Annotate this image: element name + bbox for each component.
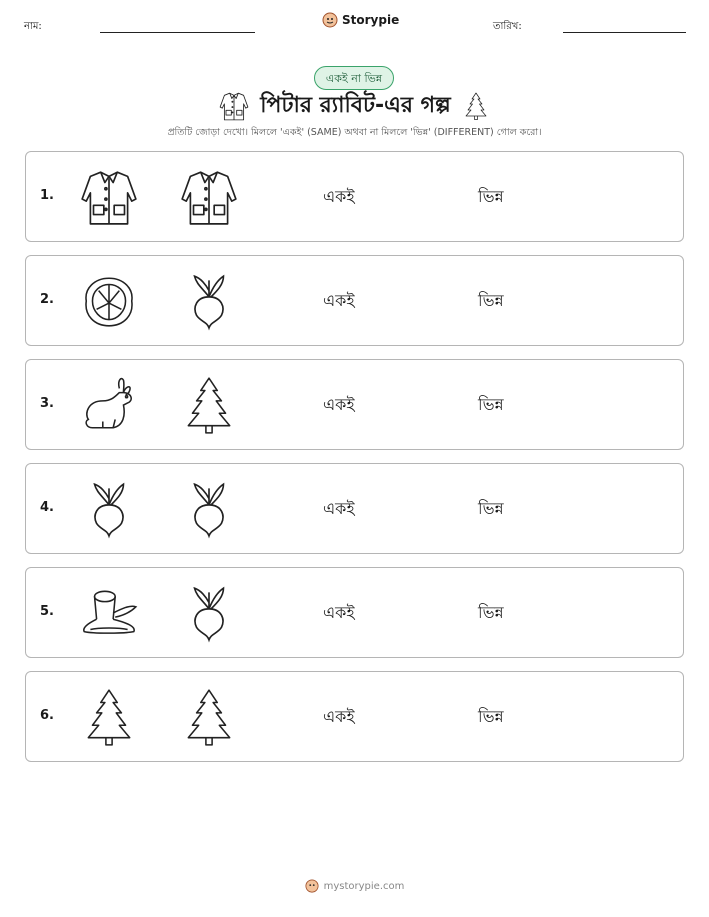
page-title: পিটার র‍্যাবিট-এর গল্প	[260, 92, 451, 118]
brand-logo	[322, 12, 399, 28]
row-number: 3.	[40, 396, 54, 411]
name-label: নাম:	[24, 21, 42, 32]
jacket-icon	[78, 166, 140, 228]
tree-stump-icon	[78, 582, 140, 644]
radish-icon	[78, 478, 140, 540]
radish-icon	[178, 270, 240, 332]
row-number: 1.	[40, 188, 54, 203]
cabbage-icon	[78, 270, 140, 332]
different-option[interactable]: ভিন্ন	[478, 603, 504, 622]
same-option[interactable]: একই	[323, 395, 355, 414]
row-number: 2.	[40, 292, 54, 307]
same-option[interactable]: একই	[323, 499, 355, 518]
same-option[interactable]: একই	[323, 187, 355, 206]
exercise-row	[25, 255, 684, 346]
same-option[interactable]: একই	[323, 707, 355, 726]
jacket-icon	[178, 166, 240, 228]
different-option[interactable]: ভিন্ন	[478, 291, 504, 310]
exercise-row	[25, 151, 684, 242]
date-field[interactable]	[563, 32, 686, 33]
brand-name: Storypie	[342, 13, 400, 27]
different-option[interactable]: ভিন্ন	[478, 499, 504, 518]
storypie-logo-icon	[305, 879, 319, 893]
fir-tree-icon	[178, 374, 240, 436]
radish-icon	[178, 478, 240, 540]
footer	[0, 879, 709, 893]
storypie-logo-icon	[322, 12, 338, 28]
exercise-row	[25, 463, 684, 554]
page-header	[0, 0, 709, 50]
exercise-row	[25, 671, 684, 762]
different-option[interactable]: ভিন্ন	[478, 707, 504, 726]
activity-badge: একই না ভিন্ন	[314, 66, 394, 90]
different-option[interactable]: ভিন্ন	[478, 395, 504, 414]
fir-tree-icon	[178, 686, 240, 748]
fir-tree-icon	[461, 91, 491, 121]
same-option[interactable]: একই	[323, 291, 355, 310]
exercise-row	[25, 567, 684, 658]
jacket-icon	[218, 90, 250, 122]
different-option[interactable]: ভিন্ন	[478, 187, 504, 206]
footer-url[interactable]: mystorypie.com	[323, 880, 405, 892]
row-number: 6.	[40, 708, 54, 723]
radish-icon	[178, 582, 240, 644]
name-field[interactable]	[100, 32, 255, 33]
title-row	[0, 88, 709, 124]
exercise-row	[25, 359, 684, 450]
fir-tree-icon	[78, 686, 140, 748]
row-number: 5.	[40, 604, 54, 619]
same-option[interactable]: একই	[323, 603, 355, 622]
date-label: তারিখ:	[493, 21, 522, 32]
rabbit-icon	[78, 374, 140, 436]
instructions: প্রতিটি জোড়া দেখো। মিললে 'একই' (SAME) অথবা না মিললে 'ভিন্ন' (DIFFERENT) গোল করো।	[167, 127, 542, 138]
row-number: 4.	[40, 500, 54, 515]
